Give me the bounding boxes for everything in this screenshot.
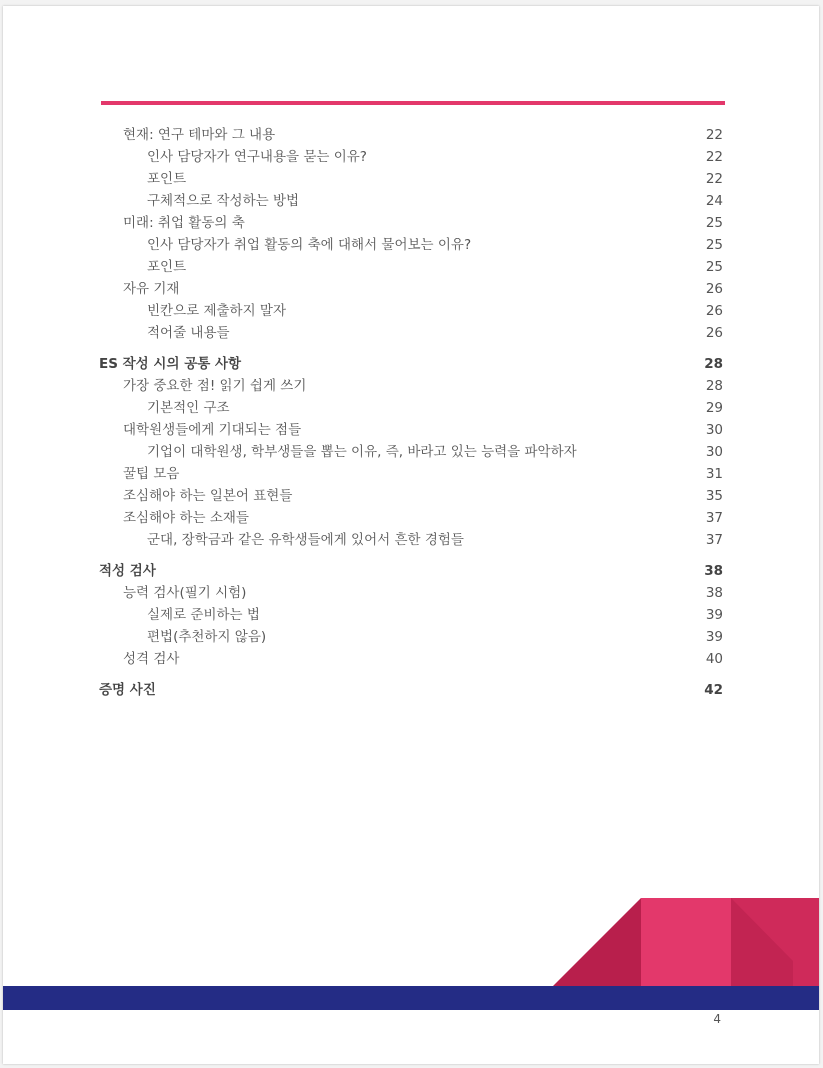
toc-entry-page: 22 — [705, 127, 723, 143]
toc-entry-page: 25 — [705, 259, 723, 275]
toc-entry-title: 기본적인 구조 — [147, 400, 230, 416]
toc-entry-page: 28 — [705, 378, 723, 394]
toc-entry-page: 39 — [705, 607, 723, 623]
toc-entry-page: 37 — [705, 532, 723, 548]
toc-entry-title: 실제로 준비하는 법 — [147, 607, 260, 623]
toc-entry-title: 적성 검사 — [99, 563, 156, 579]
toc-entry-title: 능력 검사(필기 시험) — [123, 585, 247, 601]
toc-entry-title: 인사 담당자가 연구내용을 묻는 이유? — [147, 149, 367, 165]
toc-entry[interactable] — [99, 507, 723, 529]
toc-entry[interactable] — [99, 212, 723, 234]
toc-entry[interactable] — [99, 626, 723, 648]
toc-entry[interactable] — [99, 278, 723, 300]
toc-entry-page: 26 — [705, 325, 723, 341]
toc-entry-title: 성격 검사 — [123, 651, 180, 667]
toc-entry-title: 꿀팁 모음 — [123, 466, 180, 482]
toc-entry[interactable] — [99, 441, 723, 463]
toc-entry-title: 빈칸으로 제출하지 말자 — [147, 303, 286, 319]
toc-entry-title: 구체적으로 작성하는 방법 — [147, 193, 300, 209]
toc-entry[interactable] — [99, 529, 723, 551]
toc-entry-title: 적어줄 내용들 — [147, 325, 230, 341]
toc-entry-title: 증명 사진 — [99, 682, 156, 698]
toc-entry-page: 30 — [705, 422, 723, 438]
toc-entry[interactable] — [99, 353, 723, 375]
toc-entry-page: 35 — [705, 488, 723, 504]
header-rule — [101, 101, 725, 105]
toc-entry[interactable] — [99, 234, 723, 256]
toc-entry[interactable] — [99, 582, 723, 604]
toc-entry-title: 조심해야 하는 소재들 — [123, 510, 249, 526]
toc-entry[interactable] — [99, 648, 723, 670]
toc-entry-page: 40 — [705, 651, 723, 667]
toc-entry[interactable] — [99, 124, 723, 146]
toc-entry-title: 현재: 연구 테마와 그 내용 — [123, 127, 276, 143]
table-of-contents — [99, 124, 723, 701]
toc-entry-page: 38 — [705, 585, 723, 601]
toc-entry-page: 28 — [704, 356, 723, 372]
toc-entry-title: 기업이 대학원생, 학부생들을 뽑는 이유, 즉, 바라고 있는 능력을 파악하자 — [147, 444, 577, 460]
toc-entry-title: 자유 기재 — [123, 281, 180, 297]
toc-entry-title: 편법(추천하지 않음) — [147, 629, 267, 645]
toc-entry-title: 인사 담당자가 취업 활동의 축에 대해서 물어보는 이유? — [147, 237, 472, 253]
toc-entry-page: 24 — [705, 193, 723, 209]
toc-entry[interactable] — [99, 146, 723, 168]
toc-entry-page: 30 — [705, 444, 723, 460]
toc-entry[interactable] — [99, 679, 723, 701]
toc-entry[interactable] — [99, 322, 723, 344]
toc-entry-page: 37 — [705, 510, 723, 526]
toc-entry-title: 군대, 장학금과 같은 유학생들에게 있어서 흔한 경험들 — [147, 532, 464, 548]
toc-entry[interactable] — [99, 419, 723, 441]
footer-bar — [3, 986, 819, 1010]
toc-entry-page: 29 — [705, 400, 723, 416]
toc-entry-page: 22 — [705, 171, 723, 187]
toc-entry-page: 26 — [705, 303, 723, 319]
toc-entry-page: 31 — [705, 466, 723, 482]
toc-entry-page: 38 — [704, 563, 723, 579]
toc-entry[interactable] — [99, 397, 723, 419]
toc-entry[interactable] — [99, 375, 723, 397]
toc-entry[interactable] — [99, 560, 723, 582]
toc-entry-page: 39 — [705, 629, 723, 645]
toc-entry-page: 26 — [705, 281, 723, 297]
toc-entry[interactable] — [99, 256, 723, 278]
toc-entry[interactable] — [99, 190, 723, 212]
toc-entry-title: 가장 중요한 점! 읽기 쉽게 쓰기 — [123, 378, 307, 394]
toc-entry[interactable] — [99, 604, 723, 626]
toc-entry-title: 포인트 — [147, 171, 187, 187]
toc-entry[interactable] — [99, 463, 723, 485]
toc-entry-page: 25 — [705, 237, 723, 253]
toc-entry[interactable] — [99, 300, 723, 322]
toc-entry-page: 22 — [705, 149, 723, 165]
toc-entry-title: 미래: 취업 활동의 축 — [123, 215, 245, 231]
page-number: 4 — [713, 1012, 721, 1026]
toc-entry[interactable] — [99, 168, 723, 190]
document-page — [3, 6, 819, 1064]
toc-entry-title: ES 작성 시의 공통 사항 — [99, 356, 242, 372]
toc-entry-page: 42 — [704, 682, 723, 698]
toc-entry-title: 조심해야 하는 일본어 표현들 — [123, 488, 293, 504]
toc-entry-title: 포인트 — [147, 259, 187, 275]
toc-entry[interactable] — [99, 485, 723, 507]
toc-entry-page: 25 — [705, 215, 723, 231]
toc-entry-title: 대학원생들에게 기대되는 점들 — [123, 422, 302, 438]
